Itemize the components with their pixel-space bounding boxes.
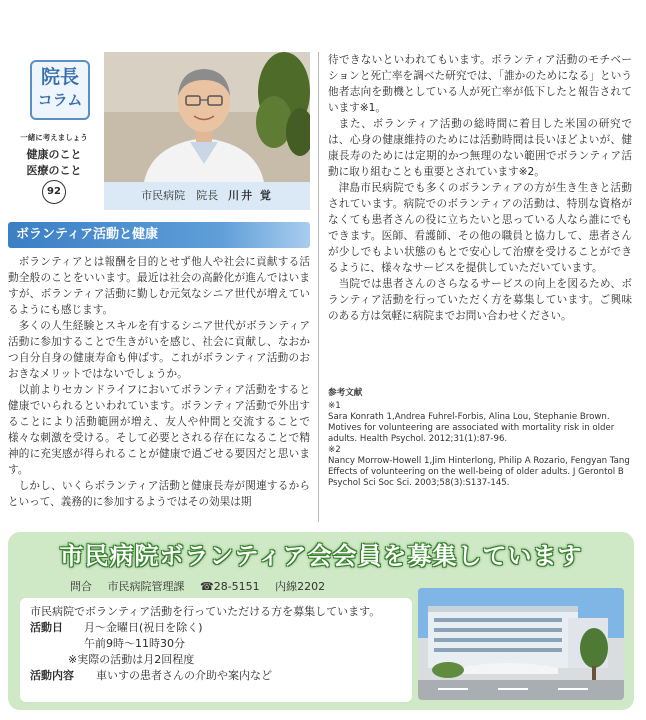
hospital-photo <box>418 588 624 700</box>
paragraph: ボランティアとは報酬を目的とせず他人や社会に貢献する活動全般のことをいいます。最近は社会の高齢化が進んではいますが、ボランティア活動に勤しむ元気なシニア世代が増えているようにも感じます。 <box>8 256 310 316</box>
column-subtitle-medical: 医療のこと <box>26 164 82 177</box>
column-badge <box>30 60 90 120</box>
activity-content-label: 活動内容 <box>30 669 74 682</box>
reference-text: Sara Konrath 1,Andrea Fuhrel-Forbis, Alina Lou, Stephanie Brown. Motives for volunteering are associated with mortality risk in older adults. Health Psychol. 2012;31(1):87-96. <box>328 412 615 444</box>
activity-days-row <box>30 620 402 636</box>
inquiry-extension: 内線2202 <box>275 580 326 593</box>
badge-subtitle: コラム <box>37 91 83 109</box>
paragraph: 当院では患者さんのさらなるサービスの向上を図るため、ボランティア活動を行っていただく方を募集しています。ご興味のある方は気軽に病院までお問い合わせください。 <box>328 278 632 322</box>
column-divider <box>318 52 319 522</box>
director-portrait-icon <box>104 52 310 182</box>
caption-role: 市民病院 院長 <box>141 189 219 202</box>
paragraph: しかし、いくらボランティア活動と健康長寿が関連するからといって、義務的に参加するようではその効果は期 <box>8 480 310 508</box>
paragraph: 多くの人生経験とスキルを有するシニア世代がボランティア活動に参加することで生きがいを感じ、社会に貢献し、なおかつ自分自身の健康寿命も伸ばす。これがボランティア活動のおおきなメリットではないでしょうか。 <box>8 320 310 380</box>
recruit-banner-title: 市民病院ボランティア会会員を募集しています <box>59 542 583 570</box>
paragraph: 以前よりセカンドライフにおいてボランティア活動をすると健康でいられるといわれています。ボランティア活動で外出することにより活動範囲が増え、友人や仲間と交流することで様々な刺激を受ける。そして必要とされる存在になることで精神的に充実感が得られることが健康で過ごせる要因だと思います。 <box>8 384 310 476</box>
inquiry-department: 市民病院管理課 <box>107 580 185 593</box>
activity-content-value: 車いすの患者さんの介助や案内など <box>96 669 272 682</box>
recruit-intro: 市民病院でボランティア活動を行っていただける方を募集しています。 <box>30 605 381 618</box>
column-header <box>8 52 310 212</box>
reference-mark: ※2 <box>328 445 341 455</box>
badge-title: 院長 <box>40 66 79 88</box>
paragraph: 待できないといわれてもいます。ボランティア活動のモチベーションと死亡率を調べた研究では、「誰かのためになる」という他者志向を動機としている人が死亡率が低下したと報告されています※1。 <box>328 54 632 114</box>
inquiry-label: 問合 <box>70 580 92 593</box>
activity-days-value: 月～金曜日(祝日を除く) <box>84 621 203 634</box>
director-photo <box>104 52 310 182</box>
column-subtitle-health: 健康のこと <box>26 148 82 161</box>
references-title: 参考文献 <box>328 388 363 398</box>
recruit-details <box>20 598 412 702</box>
caption-name: 川井 覚 <box>228 189 273 202</box>
reference-mark: ※1 <box>328 401 341 411</box>
column-tagline: 一緒に考えましょう <box>20 133 88 142</box>
photo-caption <box>104 182 310 210</box>
activity-time: 午前9時～11時30分 <box>84 637 185 650</box>
activity-days-label: 活動日 <box>30 621 63 634</box>
activity-note: ※実際の活動は月2回程度 <box>68 653 195 666</box>
reference-text: Nancy Morrow-Howell 1,Jim Hinterlong, Philip A Rozario, Fengyan Tang Effects of volunteering on the well-being of older adults. J Gerontol B Psychol Sci Soc Sci. 2003;58(3):S137-145. <box>328 456 630 488</box>
column-badge-area <box>8 52 100 212</box>
section-title: ボランティア活動と健康 <box>8 222 310 248</box>
right-column-text <box>328 52 632 324</box>
paragraph: また、ボランティア活動の総時間に着目した米国の研究では、心身の健康維持のためには活動時間は長いほどよいが、健康長寿のためには定期的かつ無理のない範囲でボランティア活動に取り組むことも重要とされています※2。 <box>328 118 632 178</box>
inquiry-phone: ☎28-5151 <box>200 580 260 593</box>
left-column-text <box>8 254 310 510</box>
paragraph: 津島市民病院でも多くのボランティアの方が生き生きと活動されています。病院でのボランティアの活動は、特別な資格がなくても患者さんの役に立ちたいと思っている人なら誰にでもできます。医師、看護師、その他の職員と協力して、患者さんが少しでもよい状態のもとで安心して治療を受けることができるように、様々なサービスを提供していただいています。 <box>328 182 632 274</box>
issue-number: 92 <box>42 180 66 204</box>
hospital-building-icon <box>418 588 624 700</box>
activity-content-row <box>30 668 402 684</box>
references <box>328 388 632 489</box>
